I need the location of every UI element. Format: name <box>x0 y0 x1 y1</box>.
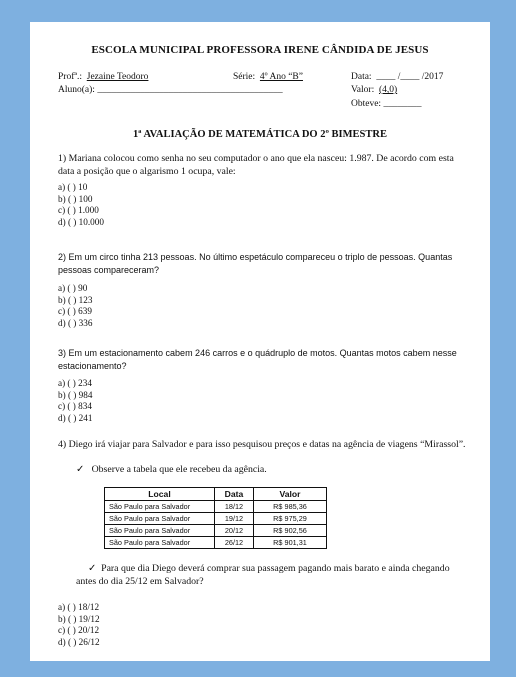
instruction-table <box>76 464 267 475</box>
option-d[interactable]: d) ( ) 241 <box>58 412 93 423</box>
table-header-row <box>105 488 327 501</box>
question-4-options <box>58 602 100 648</box>
value-amount: (4,0) <box>378 85 398 95</box>
value-line <box>351 85 397 95</box>
student-label: Aluno(a): <box>58 85 95 95</box>
option-b[interactable]: b) ( ) 984 <box>58 389 93 400</box>
cell-date: 19/12 <box>215 513 254 525</box>
option-c[interactable]: c) ( ) 1.000 <box>58 205 99 216</box>
option-a[interactable]: a) ( ) 234 <box>58 378 92 388</box>
cell-value: R$ 901,31 <box>254 537 327 549</box>
option-b[interactable]: b) ( ) 123 <box>58 294 93 305</box>
option-a[interactable]: a) ( ) 18/12 <box>58 602 100 612</box>
cell-value: R$ 975,29 <box>254 513 327 525</box>
question-2-text: 2) Em um circo tinha 213 pessoas. No último espetáculo compareceu o triplo de pessoas. Quantas pessoas compareceram? <box>58 252 453 275</box>
header-local: Local <box>105 488 215 501</box>
date-line <box>351 72 443 82</box>
prof-name: Jezaine Teodoro <box>86 72 149 82</box>
obtained-line <box>351 99 421 109</box>
question-3-options <box>58 378 92 424</box>
date-label: Data: <box>351 72 372 82</box>
table-row <box>105 501 327 513</box>
table-row <box>105 525 327 537</box>
cell-date: 18/12 <box>215 501 254 513</box>
header-date: Data <box>215 488 254 501</box>
table-row <box>105 513 327 525</box>
obtained-label: Obteve: <box>351 99 382 109</box>
serie-value: 4º Ano “B” <box>259 72 303 82</box>
option-a[interactable]: a) ( ) 90 <box>58 283 88 293</box>
option-d[interactable]: d) ( ) 26/12 <box>58 636 100 647</box>
instruction-table-text: Observe a tabela que ele recebeu da agência. <box>91 464 267 475</box>
cell-local: São Paulo para Salvador <box>105 537 215 549</box>
option-b[interactable]: b) ( ) 100 <box>58 193 93 204</box>
cell-value: R$ 902,56 <box>254 525 327 537</box>
cell-local: São Paulo para Salvador <box>105 501 215 513</box>
option-d[interactable]: d) ( ) 10.000 <box>58 216 104 227</box>
student-line <box>58 85 283 95</box>
checkmark-icon: ✓ <box>76 464 85 475</box>
value-label: Valor: <box>351 85 375 95</box>
cell-local: São Paulo para Salvador <box>105 525 215 537</box>
question-1-options <box>58 182 104 228</box>
school-name: ESCOLA MUNICIPAL PROFESSORA IRENE CÂNDIDA DE JESUS <box>91 44 429 56</box>
checkmark-icon: ✓ <box>88 563 97 574</box>
option-c[interactable]: c) ( ) 834 <box>58 401 92 412</box>
exam-page <box>30 22 490 661</box>
question-4-text: 4) Diego irá viajar para Salvador e para isso pesquisou preços e datas na agência de viagens “Mirassol”. <box>58 439 466 450</box>
instruction-question-text: Para que dia Diego deverá comprar sua passagem pagando mais barato e ainda chegando antes do dia 25/12 em Salvador? <box>76 563 450 587</box>
cell-date: 26/12 <box>215 537 254 549</box>
obtained-blank: ________ <box>383 99 422 109</box>
option-b[interactable]: b) ( ) 19/12 <box>58 613 100 624</box>
price-table <box>104 487 327 549</box>
option-c[interactable]: c) ( ) 639 <box>58 306 92 317</box>
question-3-text: 3) Em um estacionamento cabem 246 carros e o quádruplo de motos. Quantas motos cabem nesse estacionamento? <box>58 348 457 371</box>
cell-value: R$ 985,36 <box>254 501 327 513</box>
question-1-text: 1) Mariana colocou como senha no seu computador o ano que ela nasceu: 1.987. De acordo com esta data a posição que o algarismo 1 ocupa, vale: <box>58 153 454 177</box>
prof-line <box>58 72 148 82</box>
option-c[interactable]: c) ( ) 20/12 <box>58 625 100 636</box>
table-row <box>105 537 327 549</box>
option-d[interactable]: d) ( ) 336 <box>58 317 93 328</box>
cell-local: São Paulo para Salvador <box>105 513 215 525</box>
option-a[interactable]: a) ( ) 10 <box>58 182 88 192</box>
student-name-line: _______________________________________ <box>97 85 283 95</box>
serie-label: Série: <box>233 72 256 82</box>
question-2-options <box>58 283 92 329</box>
date-value: ____ /____ /2017 <box>376 72 444 82</box>
evaluation-title: 1ª AVALIAÇÃO DE MATEMÁTICA DO 2º BIMESTRE <box>133 129 387 140</box>
header-value: Valor <box>254 488 327 501</box>
instruction-question <box>76 563 468 588</box>
cell-date: 20/12 <box>215 525 254 537</box>
serie-line <box>233 72 303 82</box>
prof-label: Profª.: <box>58 72 82 82</box>
